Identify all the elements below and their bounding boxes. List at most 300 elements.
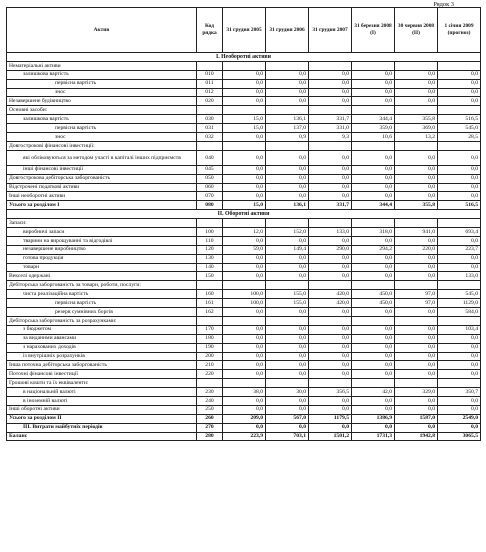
table-row bbox=[7, 281, 481, 290]
row-value-period-2: 0,0 bbox=[266, 352, 309, 361]
row-value-period-3: 0,0 bbox=[309, 370, 352, 379]
header-period-4: 31 березня 2008 (І) bbox=[352, 8, 395, 53]
row-value-period-5: 0,0 bbox=[395, 88, 438, 97]
row-label: знос bbox=[7, 88, 197, 97]
row-value-period-5 bbox=[395, 219, 438, 228]
row-label: Дебіторська заборгованість за розрахунками: bbox=[7, 316, 197, 325]
table-row bbox=[7, 352, 481, 361]
row-value-period-4 bbox=[352, 141, 395, 150]
row-value-period-3: 1179,5 bbox=[309, 414, 352, 423]
row-value-period-3: 0,0 bbox=[309, 79, 352, 88]
row-value-period-1: 0,0 bbox=[223, 272, 266, 281]
row-value-period-5 bbox=[395, 281, 438, 290]
row-value-period-1: 0,0 bbox=[223, 352, 266, 361]
row-value-period-5: 355,8 bbox=[395, 115, 438, 124]
row-code: 060 bbox=[197, 183, 223, 192]
row-code bbox=[197, 219, 223, 228]
row-value-period-1: 0,0 bbox=[223, 150, 266, 165]
table-row bbox=[7, 79, 481, 88]
row-code: 032 bbox=[197, 133, 223, 142]
row-value-period-6: 28,5 bbox=[438, 133, 481, 142]
row-code: 040 bbox=[197, 150, 223, 165]
table-row bbox=[7, 174, 481, 183]
row-value-period-2: 0,0 bbox=[266, 308, 309, 317]
table-row bbox=[7, 70, 481, 79]
row-value-period-2: 703,1 bbox=[266, 432, 309, 441]
row-value-period-3: 0,0 bbox=[309, 88, 352, 97]
subtotal-row bbox=[7, 201, 481, 210]
header-period-2: 31 грудня 2006 bbox=[266, 8, 309, 53]
row-value-period-3: 0,0 bbox=[309, 423, 352, 432]
row-code: 140 bbox=[197, 263, 223, 272]
row-value-period-1: 0,0 bbox=[223, 343, 266, 352]
row-value-period-4: 0,0 bbox=[352, 263, 395, 272]
row-value-period-5: 0,0 bbox=[395, 343, 438, 352]
row-value-period-6 bbox=[438, 219, 481, 228]
row-value-period-2: 0,0 bbox=[266, 396, 309, 405]
table-row bbox=[7, 133, 481, 142]
table-row bbox=[7, 316, 481, 325]
row-value-period-6: 0,0 bbox=[438, 263, 481, 272]
row-value-period-6: 516,5 bbox=[438, 115, 481, 124]
table-row bbox=[7, 88, 481, 97]
row-value-period-4: 0,0 bbox=[352, 79, 395, 88]
row-value-period-6: 0,0 bbox=[438, 88, 481, 97]
row-label: які обліковуються за методом участі в капіталі інших підприємств bbox=[7, 150, 197, 165]
row-value-period-2: 0,0 bbox=[266, 361, 309, 370]
row-value-period-6: 0,0 bbox=[438, 79, 481, 88]
row-label: інші фінансові інвестиції bbox=[7, 165, 197, 174]
row-value-period-3: 1501,2 bbox=[309, 432, 352, 441]
row-label: первісна вартість bbox=[7, 79, 197, 88]
row-value-period-3: 331,7 bbox=[309, 201, 352, 210]
table-row bbox=[7, 325, 481, 334]
row-value-period-1 bbox=[223, 141, 266, 150]
row-code: 220 bbox=[197, 370, 223, 379]
row-label: в національній валюті bbox=[7, 388, 197, 397]
row-value-period-4: 450,0 bbox=[352, 290, 395, 299]
row-code: 011 bbox=[197, 79, 223, 88]
row-value-period-4 bbox=[352, 61, 395, 70]
row-value-period-4: 0,0 bbox=[352, 370, 395, 379]
row-label: незавершене виробництво bbox=[7, 245, 197, 254]
row-code: 130 bbox=[197, 254, 223, 263]
row-value-period-6: 516,5 bbox=[438, 201, 481, 210]
row-code: 210 bbox=[197, 361, 223, 370]
row-value-period-5: 0,0 bbox=[395, 370, 438, 379]
row-value-period-5: 941,0 bbox=[395, 228, 438, 237]
row-value-period-4: 318,0 bbox=[352, 228, 395, 237]
row-value-period-5: 0,0 bbox=[395, 352, 438, 361]
row-value-period-4 bbox=[352, 219, 395, 228]
row-value-period-3: 0,0 bbox=[309, 192, 352, 201]
row-label: Інша поточна дебіторська заборгованість bbox=[7, 361, 197, 370]
row-value-period-5: 0,0 bbox=[395, 192, 438, 201]
row-value-period-4 bbox=[352, 379, 395, 388]
table-row bbox=[7, 308, 481, 317]
row-value-period-4: 0,0 bbox=[352, 308, 395, 317]
table-row bbox=[7, 61, 481, 70]
row-value-period-3: 0,0 bbox=[309, 343, 352, 352]
header-period-1: 31 грудня 2005 bbox=[223, 8, 266, 53]
row-value-period-6: 0,0 bbox=[438, 174, 481, 183]
row-value-period-3: 290,0 bbox=[309, 245, 352, 254]
table-row bbox=[7, 245, 481, 254]
row-value-period-2: 0,0 bbox=[266, 183, 309, 192]
row-value-period-2 bbox=[266, 141, 309, 150]
row-value-period-2: 0,0 bbox=[266, 254, 309, 263]
row-value-period-5: 0,0 bbox=[395, 70, 438, 79]
table-row bbox=[7, 106, 481, 115]
row-label: Інші необоротні активи bbox=[7, 192, 197, 201]
row-code bbox=[197, 61, 223, 70]
row-value-period-6: 3065,5 bbox=[438, 432, 481, 441]
row-value-period-4: 344,4 bbox=[352, 115, 395, 124]
row-code: 150 bbox=[197, 272, 223, 281]
row-value-period-6: 0,0 bbox=[438, 192, 481, 201]
table-row bbox=[7, 334, 481, 343]
row-value-period-2: 152,0 bbox=[266, 228, 309, 237]
section-heading: ІІ. Оборотні активи bbox=[7, 210, 481, 219]
row-value-period-1: 15,0 bbox=[223, 124, 266, 133]
row-code: 050 bbox=[197, 174, 223, 183]
row-value-period-3: 0,0 bbox=[309, 263, 352, 272]
row-value-period-6: 1129,0 bbox=[438, 299, 481, 308]
row-value-period-3: 0,0 bbox=[309, 254, 352, 263]
row-code bbox=[197, 281, 223, 290]
row-value-period-3 bbox=[309, 219, 352, 228]
row-value-period-5 bbox=[395, 141, 438, 150]
table-header-row bbox=[7, 8, 481, 53]
row-value-period-2: 0,0 bbox=[266, 263, 309, 272]
header-code: Код рядка bbox=[197, 8, 223, 53]
table-row bbox=[7, 150, 481, 165]
row-value-period-4: 0,0 bbox=[352, 174, 395, 183]
row-code: 120 bbox=[197, 245, 223, 254]
table-row bbox=[7, 405, 481, 414]
row-label: товари bbox=[7, 263, 197, 272]
table-row bbox=[7, 97, 481, 106]
row-value-period-1 bbox=[223, 281, 266, 290]
row-value-period-4: 0,0 bbox=[352, 150, 395, 165]
row-value-period-1: 223,9 bbox=[223, 432, 266, 441]
row-value-period-2 bbox=[266, 379, 309, 388]
row-label: Відстрочені податкові активи bbox=[7, 183, 197, 192]
row-value-period-2: 0,0 bbox=[266, 272, 309, 281]
row-value-period-4: 0,0 bbox=[352, 396, 395, 405]
row-value-period-3: 0,0 bbox=[309, 396, 352, 405]
row-value-period-4: 0,0 bbox=[352, 343, 395, 352]
row-value-period-5: 0,0 bbox=[395, 174, 438, 183]
row-value-period-3 bbox=[309, 141, 352, 150]
row-value-period-2: 0,0 bbox=[266, 174, 309, 183]
row-label: із внутрішніх розрахунків bbox=[7, 352, 197, 361]
row-value-period-4: 0,0 bbox=[352, 254, 395, 263]
subtotal-row bbox=[7, 414, 481, 423]
row-value-period-5: 329,0 bbox=[395, 388, 438, 397]
row-value-period-5: 0,0 bbox=[395, 308, 438, 317]
balance-table bbox=[6, 7, 481, 441]
row-value-period-1 bbox=[223, 61, 266, 70]
table-row bbox=[7, 254, 481, 263]
row-value-period-2: 136,1 bbox=[266, 115, 309, 124]
row-value-period-3: 0,0 bbox=[309, 361, 352, 370]
row-code: 100 bbox=[197, 228, 223, 237]
table-row bbox=[7, 192, 481, 201]
row-value-period-6: 0,0 bbox=[438, 405, 481, 414]
row-value-period-4: 42,0 bbox=[352, 388, 395, 397]
row-value-period-6: 545,0 bbox=[438, 124, 481, 133]
row-label: Основні засоби: bbox=[7, 106, 197, 115]
row-value-period-1: 0,0 bbox=[223, 254, 266, 263]
row-label: з бюджетом bbox=[7, 325, 197, 334]
table-row bbox=[7, 228, 481, 237]
row-value-period-6 bbox=[438, 379, 481, 388]
row-value-period-1: 0,0 bbox=[223, 70, 266, 79]
row-value-period-1: 0,0 bbox=[223, 183, 266, 192]
row-value-period-2: 0,0 bbox=[266, 236, 309, 245]
row-label: Баланс bbox=[7, 432, 197, 441]
row-value-period-2: 0,0 bbox=[266, 70, 309, 79]
row-value-period-2: 0,0 bbox=[266, 370, 309, 379]
row-label: первісна вартість bbox=[7, 299, 197, 308]
row-value-period-5: 0,0 bbox=[395, 183, 438, 192]
row-label: Поточні фінансові інвестиції bbox=[7, 370, 197, 379]
row-value-period-2: 0,0 bbox=[266, 405, 309, 414]
row-code: 230 bbox=[197, 388, 223, 397]
row-value-period-3: 331,7 bbox=[309, 115, 352, 124]
row-value-period-6: 0,0 bbox=[438, 396, 481, 405]
row-value-period-5: 0,0 bbox=[395, 263, 438, 272]
row-value-period-2 bbox=[266, 106, 309, 115]
row-code: 080 bbox=[197, 201, 223, 210]
row-value-period-4: 1731,3 bbox=[352, 432, 395, 441]
row-value-period-6: 103,4 bbox=[438, 325, 481, 334]
row-value-period-1: 0,0 bbox=[223, 133, 266, 142]
row-value-period-2: 30,0 bbox=[266, 388, 309, 397]
row-value-period-2: 567,0 bbox=[266, 414, 309, 423]
row-value-period-1 bbox=[223, 379, 266, 388]
row-value-period-2: 0,9 bbox=[266, 133, 309, 142]
row-value-period-3: 9,3 bbox=[309, 133, 352, 142]
row-value-period-2: 149,4 bbox=[266, 245, 309, 254]
row-value-period-3: 0,0 bbox=[309, 70, 352, 79]
row-value-period-1 bbox=[223, 219, 266, 228]
row-label: Усього за розділом ІІ bbox=[7, 414, 197, 423]
row-value-period-3: 0,0 bbox=[309, 236, 352, 245]
row-value-period-4: 0,0 bbox=[352, 361, 395, 370]
row-code: 180 bbox=[197, 334, 223, 343]
row-value-period-3: 420,0 bbox=[309, 299, 352, 308]
row-value-period-2: 0,0 bbox=[266, 150, 309, 165]
row-value-period-1: 15,0 bbox=[223, 115, 266, 124]
row-value-period-6: 0,0 bbox=[438, 334, 481, 343]
row-value-period-4: 10,6 bbox=[352, 133, 395, 142]
row-label: резерв сумнівних боргів bbox=[7, 308, 197, 317]
row-label: Дебіторська заборгованість за товари, роботи, послуги: bbox=[7, 281, 197, 290]
row-value-period-4: 0,0 bbox=[352, 165, 395, 174]
row-value-period-1: 59,0 bbox=[223, 245, 266, 254]
table-row bbox=[7, 141, 481, 150]
row-code: 280 bbox=[197, 432, 223, 441]
row-value-period-5 bbox=[395, 379, 438, 388]
row-label: виробничі запаси bbox=[7, 228, 197, 237]
row-value-period-2: 0,0 bbox=[266, 423, 309, 432]
header-period-6: 1 січня 2009 (прогноз) bbox=[438, 8, 481, 53]
row-code bbox=[197, 141, 223, 150]
row-label: Запаси: bbox=[7, 219, 197, 228]
table-row bbox=[7, 370, 481, 379]
table-row bbox=[7, 361, 481, 370]
row-code: 200 bbox=[197, 352, 223, 361]
row-value-period-1: 0,0 bbox=[223, 334, 266, 343]
row-value-period-1 bbox=[223, 316, 266, 325]
row-value-period-5: 0,0 bbox=[395, 254, 438, 263]
row-label: Інші оборотні активи bbox=[7, 405, 197, 414]
row-code: 260 bbox=[197, 414, 223, 423]
row-label: за виданими авансами bbox=[7, 334, 197, 343]
row-value-period-2 bbox=[266, 61, 309, 70]
row-value-period-5 bbox=[395, 316, 438, 325]
balance-total-row bbox=[7, 432, 481, 441]
row-value-period-1: 100,0 bbox=[223, 290, 266, 299]
row-value-period-2 bbox=[266, 281, 309, 290]
table-row bbox=[7, 299, 481, 308]
row-value-period-2: 137,0 bbox=[266, 124, 309, 133]
table-row bbox=[7, 115, 481, 124]
row-code: 010 bbox=[197, 70, 223, 79]
row-value-period-4 bbox=[352, 281, 395, 290]
row-value-period-5 bbox=[395, 106, 438, 115]
section-heading-row bbox=[7, 210, 481, 219]
row-value-period-3: 0,0 bbox=[309, 183, 352, 192]
row-value-period-1: 0,0 bbox=[223, 79, 266, 88]
row-label: Нематеріальні активи bbox=[7, 61, 197, 70]
row-value-period-6 bbox=[438, 281, 481, 290]
row-value-period-5: 0,0 bbox=[395, 423, 438, 432]
table-row bbox=[7, 219, 481, 228]
row-value-period-5: 355,8 bbox=[395, 201, 438, 210]
table-row bbox=[7, 263, 481, 272]
row-value-period-6: 584,0 bbox=[438, 308, 481, 317]
row-value-period-4: 0,0 bbox=[352, 88, 395, 97]
table-row bbox=[7, 290, 481, 299]
row-value-period-2: 0,0 bbox=[266, 165, 309, 174]
row-value-period-1: 0,0 bbox=[223, 325, 266, 334]
row-value-period-5: 97,0 bbox=[395, 299, 438, 308]
row-value-period-4: 359,0 bbox=[352, 124, 395, 133]
row-value-period-6: 693,4 bbox=[438, 228, 481, 237]
row-value-period-6: 0,0 bbox=[438, 70, 481, 79]
row-value-period-1: 0,0 bbox=[223, 370, 266, 379]
row-label: залишкова вартість bbox=[7, 115, 197, 124]
row-code: 240 bbox=[197, 396, 223, 405]
row-value-period-4: 0,0 bbox=[352, 405, 395, 414]
row-label: знос bbox=[7, 133, 197, 142]
row-value-period-4: 0,0 bbox=[352, 325, 395, 334]
row-value-period-1: 209,0 bbox=[223, 414, 266, 423]
row-value-period-3: 0,0 bbox=[309, 165, 352, 174]
row-value-period-2 bbox=[266, 316, 309, 325]
row-value-period-1: 0,0 bbox=[223, 165, 266, 174]
row-value-period-6 bbox=[438, 61, 481, 70]
row-label: Грошові кошти та їх еквіваленти: bbox=[7, 379, 197, 388]
row-value-period-3 bbox=[309, 281, 352, 290]
row-label: Довгострокова дебіторська заборгованість bbox=[7, 174, 197, 183]
row-value-period-5: 369,0 bbox=[395, 124, 438, 133]
row-value-period-6: 0,0 bbox=[438, 236, 481, 245]
row-value-period-5: 0,0 bbox=[395, 272, 438, 281]
header-period-5: 30 червня 2008 (ІІ) bbox=[395, 8, 438, 53]
table-row bbox=[7, 236, 481, 245]
row-value-period-5: 0,0 bbox=[395, 165, 438, 174]
row-value-period-5: 0,0 bbox=[395, 150, 438, 165]
row-code: 190 bbox=[197, 343, 223, 352]
row-value-period-3: 133,0 bbox=[309, 228, 352, 237]
row-value-period-5: 13,2 bbox=[395, 133, 438, 142]
row-value-period-6 bbox=[438, 141, 481, 150]
row-value-period-3: 0,0 bbox=[309, 97, 352, 106]
row-value-period-3 bbox=[309, 379, 352, 388]
row-label: в іноземній валюті bbox=[7, 396, 197, 405]
row-value-period-1: 100,0 bbox=[223, 299, 266, 308]
row-value-period-5: 97,0 bbox=[395, 290, 438, 299]
row-value-period-2: 136,1 bbox=[266, 201, 309, 210]
table-body bbox=[7, 53, 481, 441]
row-value-period-6: 545,0 bbox=[438, 290, 481, 299]
table-row bbox=[7, 379, 481, 388]
table-row bbox=[7, 183, 481, 192]
row-code: 031 bbox=[197, 124, 223, 133]
row-value-period-5: 0,0 bbox=[395, 334, 438, 343]
row-value-period-3 bbox=[309, 316, 352, 325]
row-code bbox=[197, 379, 223, 388]
row-value-period-6: 0,0 bbox=[438, 352, 481, 361]
row-value-period-3: 331,0 bbox=[309, 124, 352, 133]
row-value-period-1: 0,0 bbox=[223, 308, 266, 317]
row-value-period-6: 0,0 bbox=[438, 361, 481, 370]
row-value-period-6 bbox=[438, 106, 481, 115]
row-value-period-5: 1587,0 bbox=[395, 414, 438, 423]
row-value-period-1: 0,0 bbox=[223, 88, 266, 97]
row-value-period-6: 0,0 bbox=[438, 97, 481, 106]
row-code: 020 bbox=[197, 97, 223, 106]
row-value-period-5: 0,0 bbox=[395, 325, 438, 334]
row-value-period-4: 0,0 bbox=[352, 236, 395, 245]
row-value-period-2 bbox=[266, 219, 309, 228]
table-row bbox=[7, 396, 481, 405]
row-value-period-5: 0,0 bbox=[395, 405, 438, 414]
row-value-period-4: 0,0 bbox=[352, 70, 395, 79]
subtotal-row bbox=[7, 423, 481, 432]
row-label: тварини на вирощуванні та відгодівлі bbox=[7, 236, 197, 245]
row-value-period-1: 12,0 bbox=[223, 228, 266, 237]
row-value-period-1: 0,0 bbox=[223, 396, 266, 405]
row-label: Довгострокові фінансові інвестиції: bbox=[7, 141, 197, 150]
row-value-period-6: 0,0 bbox=[438, 254, 481, 263]
row-value-period-1: 0,0 bbox=[223, 423, 266, 432]
row-code: 160 bbox=[197, 290, 223, 299]
table-row bbox=[7, 272, 481, 281]
row-value-period-3: 0,0 bbox=[309, 174, 352, 183]
row-value-period-6: 0,0 bbox=[438, 370, 481, 379]
row-value-period-2: 0,0 bbox=[266, 79, 309, 88]
row-value-period-3: 0,0 bbox=[309, 308, 352, 317]
row-value-period-4: 344,4 bbox=[352, 201, 395, 210]
row-label: первісна вартість bbox=[7, 124, 197, 133]
table-row bbox=[7, 165, 481, 174]
row-value-period-3: 0,0 bbox=[309, 150, 352, 165]
